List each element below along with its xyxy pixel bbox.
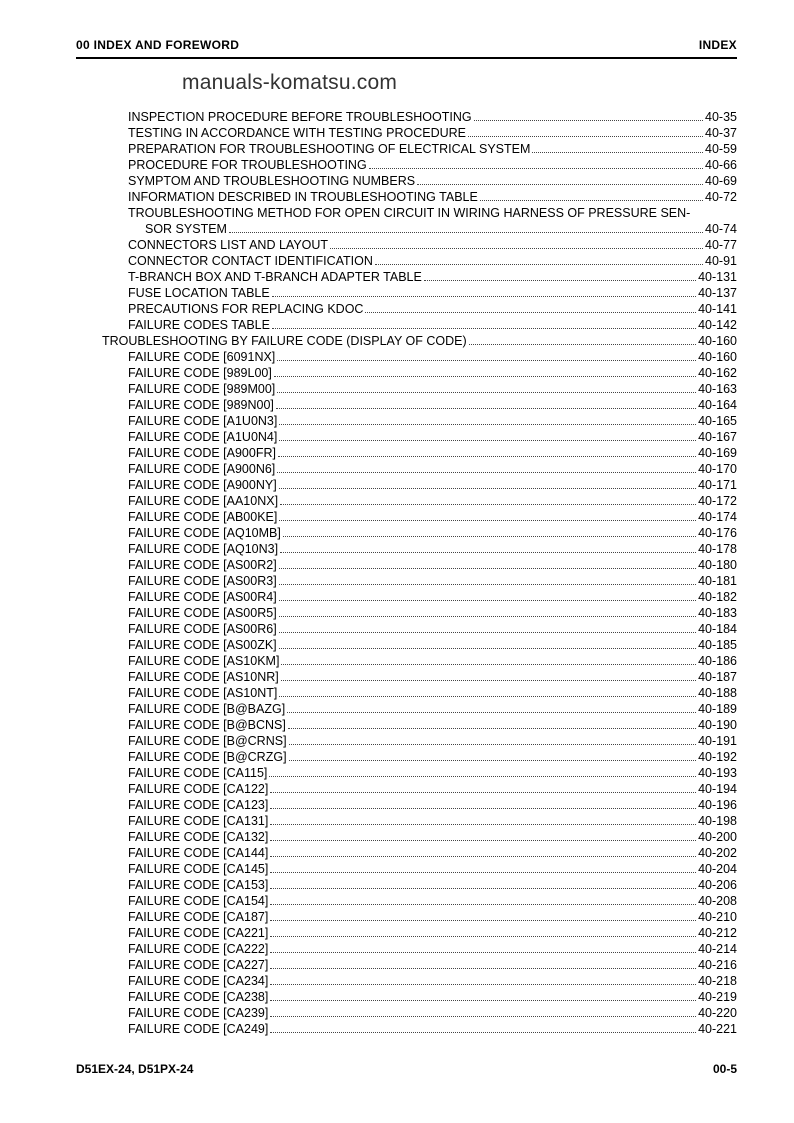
entry-title: FAILURE CODE [CA222] [128,942,269,956]
entry-title: FAILURE CODE [A1U0N4] [128,430,278,444]
entry-page-number: 40-186 [698,654,737,668]
dot-leader [289,744,697,745]
entry-page-number: 40-212 [698,926,737,940]
entry-title: FAILURE CODE [CA132] [128,830,269,844]
entry-page-number: 40-91 [705,254,737,268]
index-entry [128,605,737,621]
entry-page-number: 40-214 [698,942,737,956]
index-entry-continuation [145,221,737,237]
dot-leader [270,888,696,889]
dot-leader [270,856,696,857]
index-entry [128,573,737,589]
dot-leader [270,952,696,953]
entry-title: FAILURE CODE [CA123] [128,798,269,812]
index-entry [128,173,737,189]
watermark: manuals-komatsu.com [182,71,398,94]
entry-title: FAILURE CODE [A1U0N3] [128,414,278,428]
dot-leader [272,296,696,297]
entry-page-number: 40-162 [698,366,737,380]
dot-leader [270,904,696,905]
entry-page-number: 40-219 [698,990,737,1004]
index-entry [128,781,737,797]
entry-title: FAILURE CODE [AS00R4] [128,590,277,604]
dot-leader [270,872,696,873]
entry-title: FAILURE CODE [AS10KM] [128,654,280,668]
dot-leader [272,328,696,329]
entry-page-number: 40-202 [698,846,737,860]
index-entry [128,877,737,893]
entry-page-number: 40-210 [698,910,737,924]
entry-page-number: 40-37 [705,126,737,140]
index-entry [128,461,737,477]
index-entry [128,893,737,909]
entry-title: FAILURE CODE [AQ10MB] [128,526,281,540]
entry-page-number: 40-160 [698,334,737,348]
header-section-title: 00 INDEX AND FOREWORD [76,38,240,52]
entry-page-number: 40-131 [698,270,737,284]
index-entry [128,189,737,205]
entry-page-number: 40-59 [705,142,737,156]
dot-leader [279,488,696,489]
index-entry [128,717,737,733]
entry-title: FAILURE CODE [CA239] [128,1006,269,1020]
footer-page-number: 00-5 [712,1062,737,1076]
entry-title: FAILURE CODE [AS00R2] [128,558,277,572]
dot-leader [279,568,696,569]
index-entry [128,541,737,557]
index-entry [128,653,737,669]
index-entry [128,525,737,541]
entry-page-number: 40-171 [698,478,737,492]
entry-page-number: 40-69 [705,174,737,188]
entry-page-number: 40-208 [698,894,737,908]
dot-leader [287,712,696,713]
entry-page-number: 40-178 [698,542,737,556]
entry-title: FAILURE CODES TABLE [128,318,270,332]
entry-page-number: 40-184 [698,622,737,636]
index-entry [128,413,737,429]
index-heading [102,333,737,349]
entry-title: FAILURE CODE [AQ10N3] [128,542,279,556]
entry-page-number: 40-188 [698,686,737,700]
entry-title: FAILURE CODE [AS00R6] [128,622,277,636]
entry-title: PRECAUTIONS FOR REPLACING KDOC [128,302,364,316]
index-entry [128,125,737,141]
entry-page-number: 40-72 [705,190,737,204]
dot-leader [270,1032,696,1033]
entry-title: FAILURE CODE [AS10NR] [128,670,279,684]
dot-leader [274,376,696,377]
dot-leader [480,200,703,201]
dot-leader [369,168,703,169]
entry-page-number: 40-200 [698,830,737,844]
dot-leader [279,696,696,697]
index-entry [128,797,737,813]
dot-leader [468,136,703,137]
dot-leader [424,280,696,281]
entry-page-number: 40-180 [698,558,737,572]
dot-leader [280,552,696,553]
entry-title: FAILURE CODE [CA122] [128,782,269,796]
index-entry [128,557,737,573]
index-entry [128,845,737,861]
dot-leader [330,248,703,249]
dot-leader [270,808,696,809]
index-entry [128,381,737,397]
dot-leader [277,360,696,361]
index-entry [128,1021,737,1037]
index-entry [128,637,737,653]
entry-page-number: 40-185 [698,638,737,652]
dot-leader [375,264,703,265]
entry-page-number: 40-189 [698,702,737,716]
entry-page-number: 40-137 [698,286,737,300]
entry-title: FAILURE CODE [B@BAZG] [128,702,286,716]
entry-page-number: 40-218 [698,974,737,988]
entry-title: FAILURE CODE [B@CRZG] [128,750,287,764]
entry-page-number: 40-221 [698,1022,737,1036]
dot-leader [283,536,696,537]
index-entry [128,317,737,333]
header-page-title: INDEX [698,38,737,52]
entry-title: FAILURE CODE [CA227] [128,958,269,972]
entry-title-continuation: SOR SYSTEM [145,222,227,236]
entry-title: FAILURE CODE [CA131] [128,814,269,828]
index-entry [128,477,737,493]
dot-leader [276,408,696,409]
entry-page-number: 40-182 [698,590,737,604]
entry-title: FAILURE CODE [AS00R3] [128,574,277,588]
entry-page-number: 40-74 [705,222,737,236]
dot-leader [279,424,696,425]
entry-page-number: 40-164 [698,398,737,412]
entry-page-number: 40-192 [698,750,737,764]
dot-leader [288,728,696,729]
index-entry [128,957,737,973]
entry-title: FAILURE CODE [AA10NX] [128,494,279,508]
entry-title: FAILURE CODE [CA187] [128,910,269,924]
entry-title: SYMPTOM AND TROUBLESHOOTING NUMBERS [128,174,416,188]
entry-title: TESTING IN ACCORDANCE WITH TESTING PROCEDURE [128,126,466,140]
entry-title: FAILURE CODE [989N00] [128,398,274,412]
entry-page-number: 40-190 [698,718,737,732]
dot-leader [417,184,703,185]
index-entry [128,749,737,765]
entry-title: FAILURE CODE [CA145] [128,862,269,876]
dot-leader [270,792,696,793]
index-entry [128,685,737,701]
entry-title: TROUBLESHOOTING BY FAILURE CODE (DISPLAY OF CODE) [102,334,467,348]
entry-page-number: 40-66 [705,158,737,172]
dot-leader [270,1000,696,1001]
entry-title: CONNECTOR CONTACT IDENTIFICATION [128,254,373,268]
entry-title: FAILURE CODE [6091NX] [128,350,276,364]
dot-leader [279,648,696,649]
footer-model: D51EX-24, D51PX-24 [76,1062,194,1076]
entry-page-number: 40-172 [698,494,737,508]
index-entry [128,989,737,1005]
index-entry [128,157,737,173]
dot-leader [279,632,696,633]
entry-title: FAILURE CODE [CA238] [128,990,269,1004]
entry-title: INSPECTION PROCEDURE BEFORE TROUBLESHOOTING [128,110,472,124]
entry-title: FAILURE CODE [CA153] [128,878,269,892]
dot-leader [270,968,696,969]
index-entry [128,829,737,845]
index-entry [128,237,737,253]
dot-leader [469,344,696,345]
entry-title: INFORMATION DESCRIBED IN TROUBLESHOOTING TABLE [128,190,478,204]
entry-page-number: 40-196 [698,798,737,812]
dot-leader [365,312,696,313]
entry-page-number: 40-77 [705,238,737,252]
entry-title: TROUBLESHOOTING METHOD FOR OPEN CIRCUIT IN WIRING HARNESS OF PRESSURE SEN- [128,206,691,220]
entry-title: CONNECTORS LIST AND LAYOUT [128,238,329,252]
entry-title: FAILURE CODE [A900FR] [128,446,276,460]
index-entry [128,909,737,925]
index-entry [128,765,737,781]
entry-page-number: 40-174 [698,510,737,524]
index-entry [128,669,737,685]
entry-title: FAILURE CODE [AS10NT] [128,686,278,700]
index-entry [128,493,737,509]
dot-leader [474,120,703,121]
index-entry [128,589,737,605]
index-entry [128,253,737,269]
dot-leader [278,456,696,457]
entry-title: FAILURE CODE [AS00ZK] [128,638,277,652]
dot-leader [279,440,696,441]
entry-title: FAILURE CODE [CA115] [128,766,268,780]
index-entry [128,1005,737,1021]
entry-page-number: 40-163 [698,382,737,396]
dot-leader [270,920,696,921]
index-entry [128,301,737,317]
entry-page-number: 40-216 [698,958,737,972]
entry-page-number: 40-141 [698,302,737,316]
entry-page-number: 40-142 [698,318,737,332]
dot-leader [279,520,696,521]
entry-title: FAILURE CODE [CA249] [128,1022,269,1036]
entry-page-number: 40-204 [698,862,737,876]
dot-leader [279,600,696,601]
index-entry [128,941,737,957]
entry-title: PREPARATION FOR TROUBLESHOOTING OF ELECTRICAL SYSTEM [128,142,531,156]
index-entry [128,813,737,829]
dot-leader [277,472,696,473]
dot-leader [279,616,696,617]
entry-title: FAILURE CODE [CA234] [128,974,269,988]
entry-page-number: 40-187 [698,670,737,684]
entry-title: FAILURE CODE [CA144] [128,846,269,860]
dot-leader [280,504,696,505]
index-entry [128,445,737,461]
entry-page-number: 40-183 [698,606,737,620]
entry-page-number: 40-198 [698,814,737,828]
entry-page-number: 40-160 [698,350,737,364]
index-entry-line [128,205,737,221]
index-entry [128,365,737,381]
dot-leader [281,664,696,665]
entry-page-number: 40-165 [698,414,737,428]
entry-title: FAILURE CODE [B@BCNS] [128,718,286,732]
dot-leader [269,776,696,777]
entry-page-number: 40-220 [698,1006,737,1020]
entry-title: FAILURE CODE [A900N6] [128,462,276,476]
dot-leader [289,760,697,761]
dot-leader [279,584,696,585]
entry-title: FAILURE CODE [AS00R5] [128,606,277,620]
entry-page-number: 40-194 [698,782,737,796]
entry-page-number: 40-181 [698,574,737,588]
index-entry [128,861,737,877]
entry-title: FAILURE CODE [A900NY] [128,478,277,492]
entry-title: FAILURE CODE [B@CRNS] [128,734,287,748]
index-entry [128,141,737,157]
index-entry [128,109,737,125]
entry-page-number: 40-193 [698,766,737,780]
dot-leader [229,232,703,233]
index-entry [128,733,737,749]
index-entry [128,397,737,413]
index-entry [128,429,737,445]
entry-title: FAILURE CODE [CA221] [128,926,269,940]
entry-page-number: 40-35 [705,110,737,124]
index-entry [128,973,737,989]
index-entry [128,269,737,285]
dot-leader [270,840,696,841]
entry-page-number: 40-206 [698,878,737,892]
entry-page-number: 40-191 [698,734,737,748]
entry-page-number: 40-176 [698,526,737,540]
index-entry [128,509,737,525]
entry-title: FAILURE CODE [CA154] [128,894,269,908]
entry-page-number: 40-170 [698,462,737,476]
entry-page-number: 40-167 [698,430,737,444]
dot-leader [270,824,696,825]
dot-leader [532,152,703,153]
dot-leader [270,936,696,937]
entry-page-number: 40-169 [698,446,737,460]
entry-title: PROCEDURE FOR TROUBLESHOOTING [128,158,367,172]
dot-leader [270,1016,696,1017]
dot-leader [281,680,696,681]
entry-title: FUSE LOCATION TABLE [128,286,270,300]
index-entry [128,285,737,301]
entry-title: FAILURE CODE [989L00] [128,366,272,380]
index-entry [128,349,737,365]
dot-leader [277,392,696,393]
entry-title: FAILURE CODE [989M00] [128,382,276,396]
index-entry [128,701,737,717]
entry-title: T-BRANCH BOX AND T-BRANCH ADAPTER TABLE [128,270,422,284]
entry-title: FAILURE CODE [AB00KE] [128,510,278,524]
dot-leader [270,984,696,985]
header-rule [76,57,737,59]
index-entry [128,621,737,637]
index-entry [128,925,737,941]
